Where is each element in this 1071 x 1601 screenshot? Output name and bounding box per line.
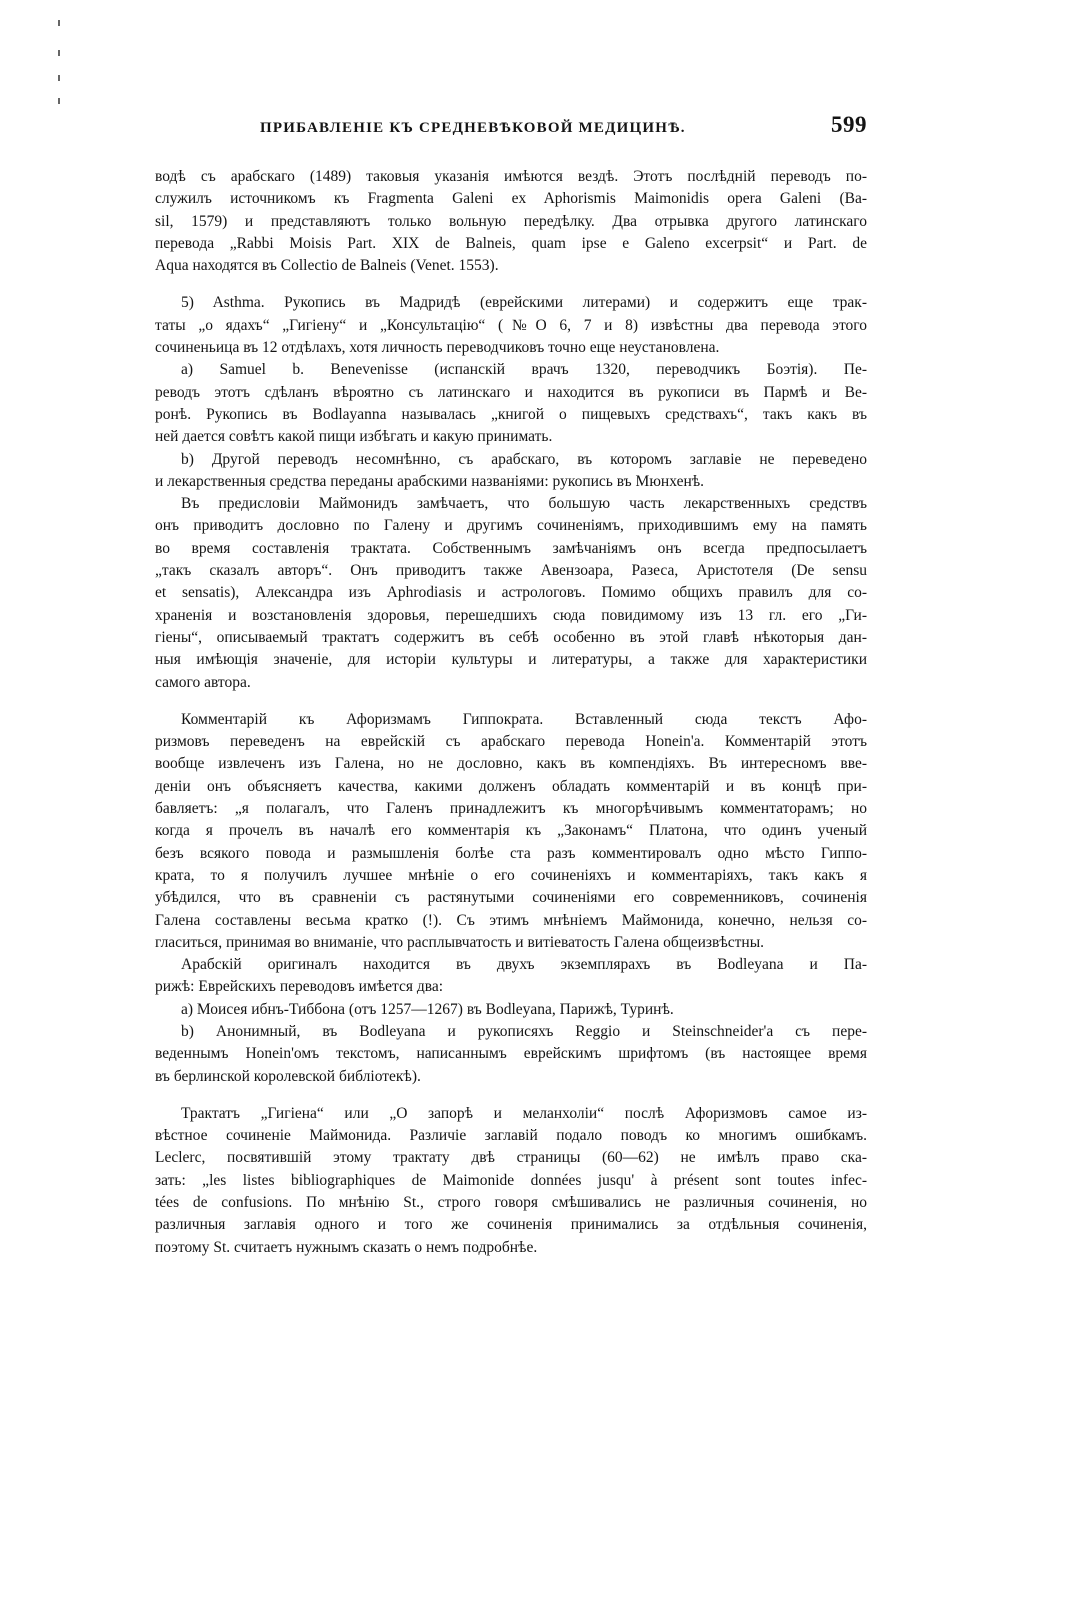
paragraph — [155, 954, 867, 999]
book-page — [155, 110, 867, 1259]
text-line: ней дается совѣтъ какой пищи избѣгать и какую принимать. — [155, 428, 553, 446]
text-line: онъ приводитъ дословно по Галену и другимъ сочиненіямъ, приходившимъ ему на память — [155, 517, 867, 535]
text-line: вообще извлеченъ изъ Галена, но не дословно, какъ въ компендіяхъ. Въ интересномъ вве- — [155, 755, 867, 773]
text-line: вѣстное сочиненіе Маймонида. Различіе заглавій подало поводъ ко многимъ ошибкамъ. — [155, 1127, 867, 1145]
paragraph-gap — [155, 277, 867, 292]
text-line: b) Другой переводъ несомнѣнно, съ арабскаго, въ которомъ заглавіе не переведено — [181, 450, 867, 468]
text-line: a) Моисея ибнъ-Тиббона (отъ 1257—1267) въ Bodleyana, Парижѣ, Туринѣ. — [181, 1000, 674, 1018]
text-line: когда я прочелъ въ началѣ его комментарія къ „Законамъ“ Платона, что одинъ ученый — [155, 822, 867, 840]
text-line: самого автора. — [155, 673, 251, 691]
paragraph — [155, 359, 867, 448]
text-line: крата, то я получилъ лучшее мнѣніе о его сочиненіяхъ и комментаріяхъ, такъ какъ я — [155, 866, 867, 884]
text-line: водѣ съ арабскаго (1489) таковыя указанія имѣются вездѣ. Этотъ послѣдній переводъ по- — [155, 168, 867, 185]
text-line: ризмовъ переведенъ на еврейскій съ арабскаго перевода Honein'a. Комментарій этотъ — [155, 733, 867, 751]
text-line: tées de confusions. По мнѣнію St., строго говоря смѣшивались не различныя сочиненія, но — [155, 1194, 867, 1212]
text-line: различныя заглавія одного и того же сочиненія принимались за отдѣльныя сочиненія, — [155, 1216, 867, 1234]
text-line: Leclerc, посвятившій этому трактату двѣ страницы (60—62) не имѣлъ право ска- — [155, 1149, 867, 1167]
text-line: et sensatis), Александра изъ Aphrodiasis и астрологовъ. Помимо общихъ правилъ для со- — [155, 584, 867, 602]
text-line: sil, 1579) и представляютъ только вольную передѣлку. Два отрывка другого латинскаго — [155, 212, 867, 230]
paragraph — [155, 292, 867, 359]
text-line: a) Samuel b. Benevenisse (испанскій врачъ 1320, переводчикъ Боэтія). Пе- — [181, 361, 867, 379]
scan-artifact — [58, 20, 60, 120]
text-line: деніи онъ объясняетъ качества, какими долженъ обладать комментарій и въ концѣ при- — [155, 777, 867, 795]
text-line: гласиться, принимая во вниманіе, что расплывчатость и витіеватость Галена общеизвѣстны. — [155, 933, 765, 951]
page-number: 599 — [831, 112, 867, 137]
text-line: Арабскій оригиналъ находится въ двухъ экземплярахъ въ Bodleyana и Па- — [181, 956, 867, 974]
text-line: во время составленія трактата. Собственнымъ замѣчаніямъ онъ всегда предпосылаетъ — [155, 539, 867, 557]
text-line: бавляетъ: „я полагалъ, что Галенъ принадлежитъ къ многорѣчивымъ комментаторамъ; но — [155, 800, 867, 818]
text-line: ныя имѣющія значеніе, для исторіи культуры и литературы, а также для характеристики — [155, 651, 867, 669]
text-line: служилъ источникомъ къ Fragmenta Galeni ex Aphorismis Maimonidis opera Galeni (Ba- — [155, 190, 867, 208]
text-line: рижѣ: Еврейскихъ переводовъ имѣется два: — [155, 978, 444, 996]
text-line: Галена составлены весьма кратко (!). Съ этимъ мнѣніемъ Маймонида, конечно, нельзя со- — [155, 911, 867, 929]
text-line: храненія и возстановленія здоровья, перешедшихъ сюда повидимому изъ 13 гл. его „Ги- — [155, 606, 867, 624]
text-line: Aqua находятся въ Collectio de Balneis (Venet. 1553). — [155, 257, 499, 275]
text-line: зать: „les listes bibliographiques de Maimonide données jusqu' à présent sont toutes infec- — [155, 1171, 867, 1189]
text-line: таты „о ядахъ“ „Гигіену“ и „Консультацію“ (№О 6, 7 и 8) извѣстны два перевода этого — [155, 316, 867, 334]
text-line: гіены“, описываемый трактатъ содержитъ въ себѣ особенно въ этой главѣ нѣкоторыя дан- — [155, 628, 867, 646]
text-line: Комментарій къ Афоризмамъ Гиппократа. Вставленный сюда текстъ Афо- — [181, 710, 867, 728]
text-line: въ берлинской королевской библіотекѣ). — [155, 1067, 421, 1085]
text-line: „такъ сказалъ авторъ“. Онъ приводитъ также Авензоара, Разеса, Аристотеля (De sensu — [155, 562, 867, 580]
text-line: поэтому St. считаетъ нужнымъ сказать о немъ подробнѣе. — [155, 1238, 538, 1256]
running-title: ПРИБАВЛЕНІЕ КЪ СРЕДНЕВѢКОВОЙ МЕДИЦИНѢ. — [260, 120, 686, 136]
text-line: b) Анонимный, въ Bodleyana и рукописяхъ Reggio и Steinschneider'а съ пере- — [181, 1022, 867, 1040]
text-line: веденнымъ Honein'омъ текстомъ, написаннымъ еврейскимъ шрифтомъ (въ настоящее время — [155, 1045, 867, 1063]
text-line: Трактатъ „Гигіена“ или „О запорѣ и меланхоліи“ послѣ Афоризмовъ самое из- — [181, 1104, 867, 1122]
paragraph-gap — [155, 694, 867, 709]
paragraph — [155, 1021, 867, 1088]
body-text — [155, 166, 867, 1259]
text-line: реводъ этотъ сдѣланъ вѣроятно съ латинскаго и находится въ рукописи въ Пармѣ и Ве- — [155, 383, 867, 401]
text-line: перевода „Rabbi Moisis Part. XIX de Balneis, quam ipse e Galeno excerpsit“ и Part. de — [155, 234, 867, 252]
text-line: убѣдился, что въ сравненіи съ растянутыми сочиненіями его современниковъ, сочиненія — [155, 889, 867, 907]
text-line: безъ всякого повода и размышленія болѣе ста разъ комментировалъ одно мѣсто Гиппо- — [155, 844, 867, 862]
paragraph — [155, 166, 867, 277]
text-line: 5) Asthma. Рукопись въ Мадридѣ (еврейскими литерами) и содержитъ еще трак- — [181, 294, 867, 312]
paragraph-gap — [155, 1088, 867, 1103]
text-line: сочиненьица въ 12 отдѣлахъ, хотя личность переводчиковъ точно еще неустановлена. — [155, 339, 720, 357]
running-header — [155, 110, 867, 150]
text-line: Въ предисловіи Маймонидъ замѣчаетъ, что большую часть лекарственныхъ средствъ — [181, 495, 867, 513]
paragraph — [155, 1103, 867, 1259]
text-line: и лекарственныя средства переданы арабскими названіями: рукопись въ Мюнхенѣ. — [155, 472, 705, 490]
paragraph — [155, 449, 867, 494]
paragraph — [155, 493, 867, 694]
paragraph — [155, 999, 867, 1021]
paragraph — [155, 709, 867, 954]
text-line: ронѣ. Рукопись въ Bodlayanna называлась „книгой о пищевыхъ средствахъ“, такъ какъ въ — [155, 405, 867, 423]
